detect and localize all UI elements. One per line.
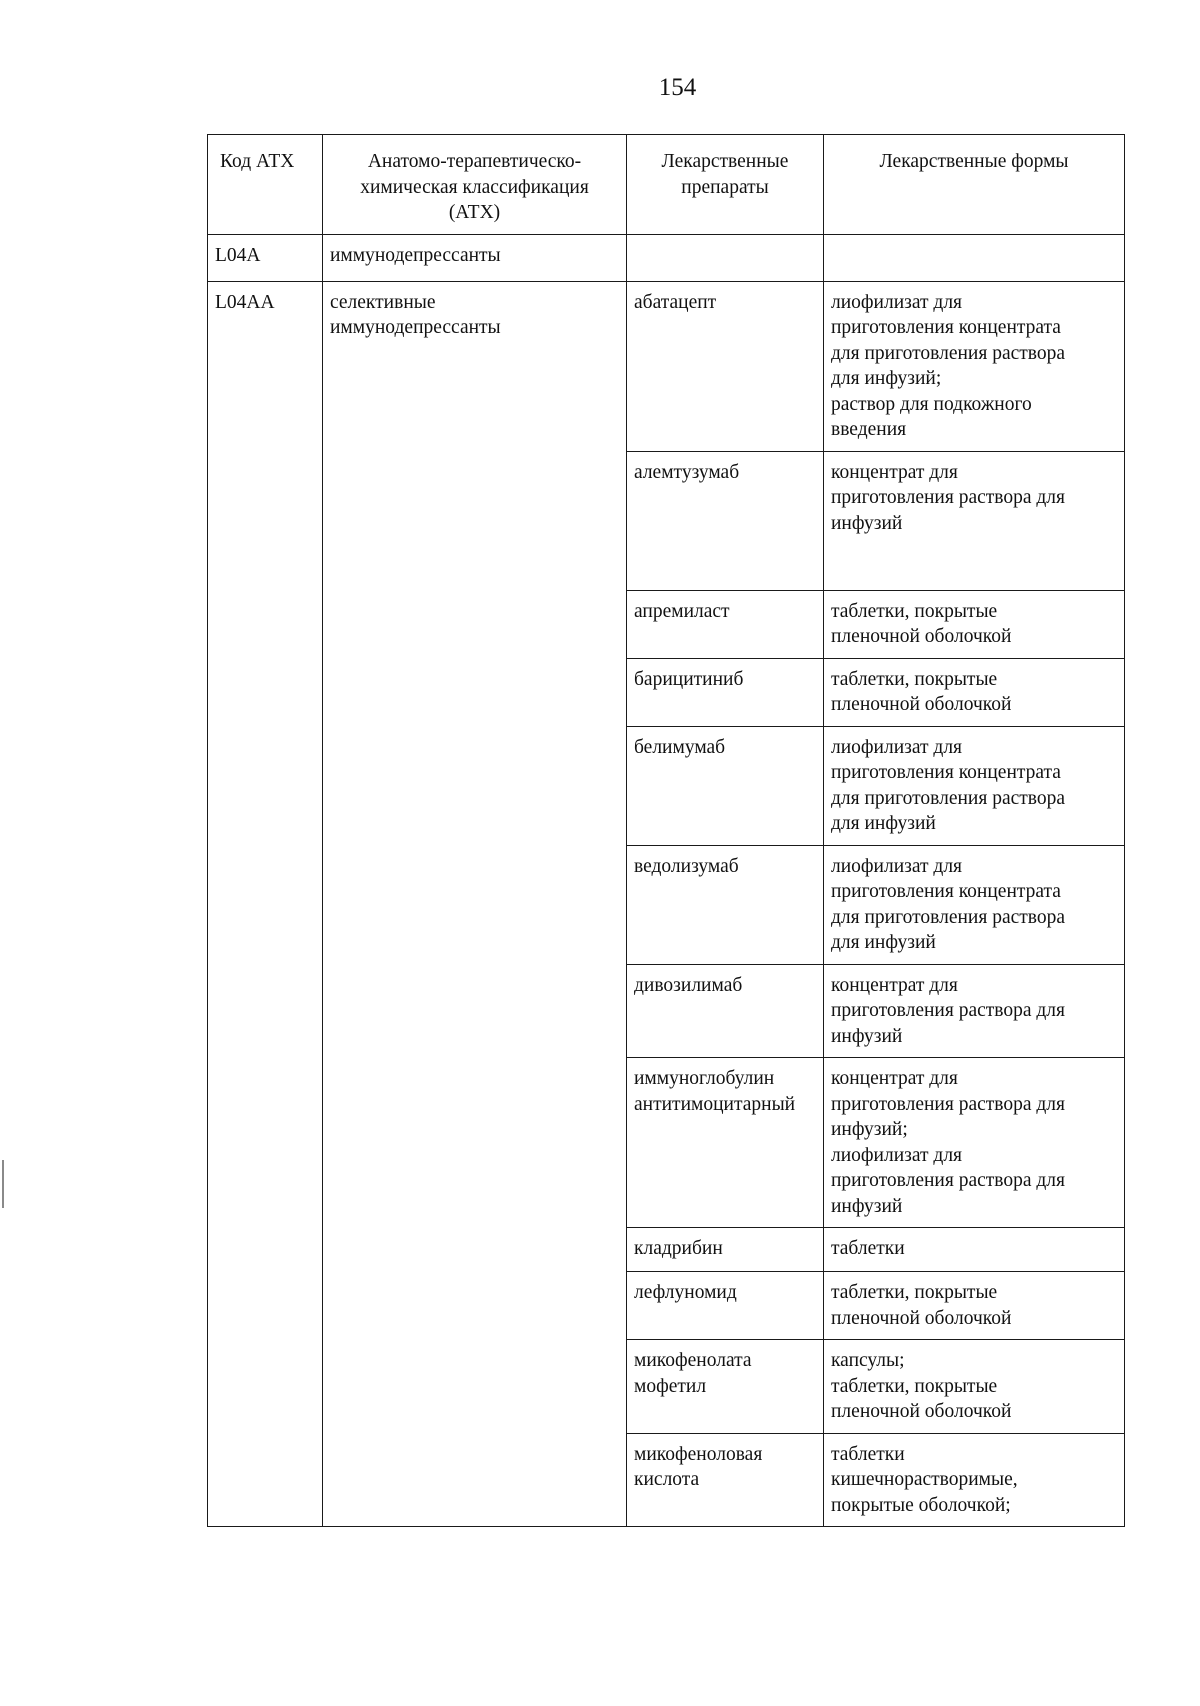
table-row — [208, 281, 1125, 451]
scan-margin-mark — [2, 1160, 4, 1208]
dosage-forms-cell: лиофилизат для приготовления концентрата для приготовления раствора для инфузий — [824, 726, 1125, 845]
header-drugs: Лекарственные препараты — [627, 135, 824, 235]
drug-name-cell: микофенолата мофетил — [627, 1340, 824, 1434]
group-code: L04A — [208, 234, 323, 281]
header-dosage-forms: Лекарственные формы — [824, 135, 1125, 235]
dosage-forms-cell: концентрат для приготовления раствора для инфузий — [824, 964, 1125, 1058]
header-atx-classification: Анатомо-терапевтическо- химическая классификация (АТХ) — [323, 135, 627, 235]
drug-name-cell: абатацепт — [627, 281, 824, 451]
dosage-forms-cell: таблетки, покрытые пленочной оболочкой — [824, 1272, 1125, 1340]
dosage-forms-cell: таблетки, покрытые пленочной оболочкой — [824, 590, 1125, 658]
dosage-forms-cell: таблетки кишечнорастворимые, покрытые оболочкой; — [824, 1433, 1125, 1527]
drug-name-cell: апремиласт — [627, 590, 824, 658]
dosage-forms-cell: концентрат для приготовления раствора для инфузий; лиофилизат для приготовления раствора для инфузий — [824, 1058, 1125, 1228]
group-row — [208, 234, 1125, 281]
table-body — [208, 234, 1125, 1527]
dosage-forms-cell: лиофилизат для приготовления концентрата для приготовления раствора для инфузий — [824, 845, 1125, 964]
header-atx-code: Код АТХ — [208, 135, 323, 235]
group-forms-empty — [824, 234, 1125, 281]
drug-name-cell: алемтузумаб — [627, 451, 824, 590]
atx-drug-table — [207, 134, 1125, 1527]
drug-name-cell: микофеноловая кислота — [627, 1433, 824, 1527]
table-header-row — [208, 135, 1125, 235]
drug-name-cell: иммуноглобулин антитимоцитарный — [627, 1058, 824, 1228]
group-name: иммунодепрессанты — [323, 234, 627, 281]
dosage-forms-cell: концентрат для приготовления раствора для инфузий — [824, 451, 1125, 590]
drug-name-cell: барицитиниб — [627, 658, 824, 726]
drug-name-cell: ведолизумаб — [627, 845, 824, 964]
dosage-forms-cell: лиофилизат для приготовления концентрата для приготовления раствора для инфузий; раствор для подкожного введения — [824, 281, 1125, 451]
page-number: 154 — [658, 74, 697, 101]
dosage-forms-cell: таблетки, покрытые пленочной оболочкой — [824, 658, 1125, 726]
subgroup-name: селективные иммунодепрессанты — [323, 281, 627, 1527]
dosage-forms-cell: капсулы; таблетки, покрытые пленочной оболочкой — [824, 1340, 1125, 1434]
drug-name-cell: кладрибин — [627, 1228, 824, 1272]
group-drug-empty — [627, 234, 824, 281]
drug-name-cell: белимумаб — [627, 726, 824, 845]
dosage-forms-cell: таблетки — [824, 1228, 1125, 1272]
drug-name-cell: лефлуномид — [627, 1272, 824, 1340]
drug-name-cell: дивозилимаб — [627, 964, 824, 1058]
subgroup-code: L04AA — [208, 281, 323, 1527]
